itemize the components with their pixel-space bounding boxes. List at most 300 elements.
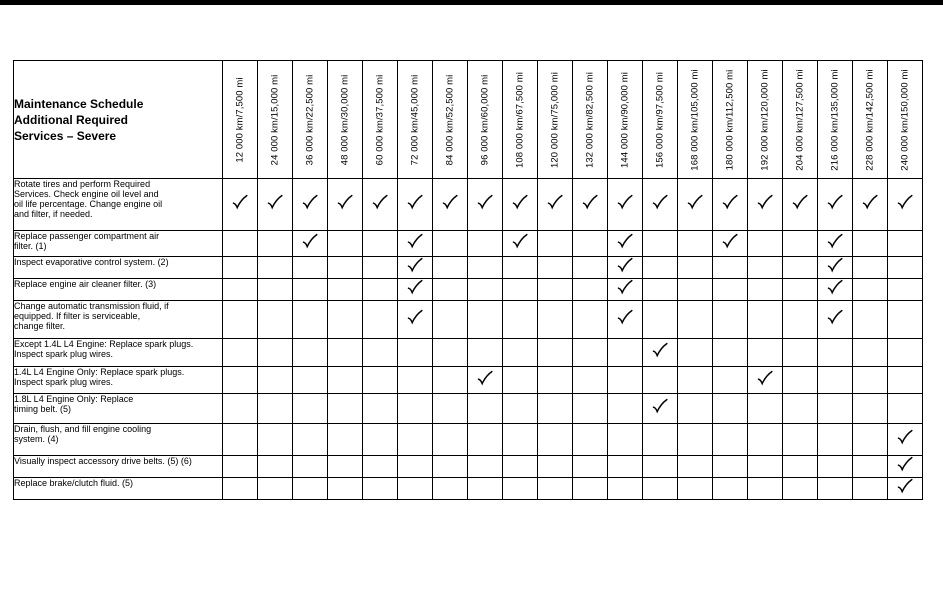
schedule-cell <box>888 478 923 500</box>
interval-label: 240 000 km/150,000 mi <box>899 68 911 171</box>
schedule-cell <box>328 279 363 301</box>
service-description <box>14 478 223 500</box>
schedule-cell <box>783 424 818 456</box>
schedule-cell <box>468 179 503 231</box>
checkmark-icon <box>897 456 913 472</box>
schedule-cell <box>293 257 328 279</box>
schedule-cell <box>713 257 748 279</box>
schedule-cell <box>573 456 608 478</box>
schedule-cell <box>503 478 538 500</box>
service-description-line: Visually inspect accessory drive belts. (5) (6) <box>14 456 192 466</box>
schedule-cell <box>363 339 398 367</box>
schedule-cell <box>223 179 258 231</box>
schedule-cell <box>433 279 468 301</box>
schedule-cell <box>468 279 503 301</box>
schedule-cell <box>433 301 468 339</box>
schedule-cell <box>783 394 818 424</box>
schedule-cell <box>503 339 538 367</box>
checkmark-icon <box>757 370 773 386</box>
interval-label: 192 000 km/120,000 mi <box>759 68 771 171</box>
schedule-cell <box>223 478 258 500</box>
interval-label: 36 000 km/22,500 mi <box>304 74 316 165</box>
checkmark-icon <box>652 398 668 414</box>
schedule-cell <box>538 279 573 301</box>
schedule-cell <box>293 279 328 301</box>
schedule-cell <box>608 424 643 456</box>
service-row <box>14 367 923 394</box>
schedule-cell <box>643 456 678 478</box>
service-row <box>14 231 923 257</box>
checkmark-icon <box>722 233 738 249</box>
schedule-cell <box>538 339 573 367</box>
schedule-cell <box>468 231 503 257</box>
checkmark-icon <box>512 194 528 210</box>
schedule-cell <box>643 367 678 394</box>
checkmark-icon <box>862 194 878 210</box>
service-row <box>14 478 923 500</box>
schedule-cell <box>783 179 818 231</box>
checkmark-icon <box>827 194 843 210</box>
service-description-line: Inspect spark plug wires. <box>14 349 114 359</box>
schedule-cell <box>608 231 643 257</box>
service-row <box>14 179 923 231</box>
schedule-cell <box>643 394 678 424</box>
schedule-cell <box>748 279 783 301</box>
service-description-line: Drain, flush, and fill engine cooling <box>14 424 152 434</box>
schedule-cell <box>363 301 398 339</box>
schedule-cell <box>258 231 293 257</box>
title-line: Services – Severe <box>14 128 117 143</box>
service-description-line: 1.8L L4 Engine Only: Replace <box>14 394 134 404</box>
schedule-cell <box>573 279 608 301</box>
schedule-cell <box>678 394 713 424</box>
schedule-cell <box>223 301 258 339</box>
checkmark-icon <box>337 194 353 210</box>
schedule-cell <box>643 279 678 301</box>
schedule-cell <box>503 179 538 231</box>
schedule-cell <box>258 456 293 478</box>
schedule-cell <box>328 301 363 339</box>
schedule-cell <box>713 301 748 339</box>
schedule-cell <box>678 179 713 231</box>
schedule-cell <box>643 478 678 500</box>
schedule-cell <box>328 424 363 456</box>
service-description-line: Replace brake/clutch fluid. (5) <box>14 478 134 488</box>
schedule-cell <box>818 478 853 500</box>
checkmark-icon <box>442 194 458 210</box>
schedule-cell <box>258 424 293 456</box>
schedule-cell <box>853 339 888 367</box>
interval-header <box>853 61 888 179</box>
service-row <box>14 424 923 456</box>
schedule-cell <box>328 257 363 279</box>
interval-label: 156 000 km/97,500 mi <box>654 71 666 168</box>
schedule-cell <box>678 456 713 478</box>
interval-label: 96 000 km/60,000 mi <box>479 74 491 165</box>
service-rows <box>14 179 923 500</box>
checkmark-icon <box>407 309 423 325</box>
header-row <box>14 61 923 179</box>
service-description-line: system. (4) <box>14 434 59 444</box>
schedule-cell <box>433 339 468 367</box>
schedule-cell <box>223 257 258 279</box>
schedule-cell <box>748 231 783 257</box>
checkmark-icon <box>547 194 563 210</box>
schedule-cell <box>503 279 538 301</box>
schedule-cell <box>748 424 783 456</box>
schedule-cell <box>223 424 258 456</box>
checkmark-icon <box>827 233 843 249</box>
schedule-cell <box>573 179 608 231</box>
schedule-cell <box>363 231 398 257</box>
interval-label: 108 000 km/67,500 mi <box>514 71 526 168</box>
schedule-cell <box>713 456 748 478</box>
checkmark-icon <box>827 279 843 295</box>
schedule-cell <box>433 424 468 456</box>
service-description-line: Services. Check engine oil level and <box>14 189 159 199</box>
schedule-cell <box>468 394 503 424</box>
schedule-cell <box>363 367 398 394</box>
schedule-cell <box>468 456 503 478</box>
service-description <box>14 301 223 339</box>
interval-header <box>818 61 853 179</box>
schedule-cell <box>818 367 853 394</box>
service-row <box>14 257 923 279</box>
interval-label: 48 000 km/30,000 mi <box>339 74 351 165</box>
checkmark-icon <box>757 194 773 210</box>
schedule-cell <box>503 367 538 394</box>
schedule-cell <box>223 279 258 301</box>
schedule-cell <box>258 301 293 339</box>
checkmark-icon <box>897 194 913 210</box>
schedule-cell <box>258 257 293 279</box>
schedule-cell <box>398 339 433 367</box>
schedule-cell <box>853 394 888 424</box>
schedule-cell <box>328 231 363 257</box>
top-rule <box>0 0 943 5</box>
schedule-cell <box>503 231 538 257</box>
service-description-line: change filter. <box>14 321 66 331</box>
schedule-cell <box>748 478 783 500</box>
service-description-line: filter. (1) <box>14 241 47 251</box>
schedule-cell <box>468 478 503 500</box>
schedule-cell <box>328 456 363 478</box>
service-description <box>14 424 223 456</box>
schedule-cell <box>433 394 468 424</box>
schedule-cell <box>608 257 643 279</box>
schedule-cell <box>608 339 643 367</box>
service-description-line: Rotate tires and perform Required <box>14 179 151 189</box>
schedule-cell <box>783 231 818 257</box>
interval-header <box>678 61 713 179</box>
service-description-line: 1.4L L4 Engine Only: Replace spark plugs. <box>14 367 185 377</box>
checkmark-icon <box>617 279 633 295</box>
schedule-cell <box>538 394 573 424</box>
schedule-cell <box>433 367 468 394</box>
schedule-cell <box>678 257 713 279</box>
service-row <box>14 279 923 301</box>
schedule-cell <box>888 301 923 339</box>
schedule-cell <box>468 257 503 279</box>
interval-header <box>713 61 748 179</box>
schedule-cell <box>643 301 678 339</box>
schedule-cell <box>818 231 853 257</box>
schedule-cell <box>888 179 923 231</box>
schedule-cell <box>573 394 608 424</box>
schedule-cell <box>468 339 503 367</box>
checkmark-icon <box>407 279 423 295</box>
schedule-cell <box>293 367 328 394</box>
service-description <box>14 339 223 367</box>
schedule-cell <box>888 456 923 478</box>
interval-header <box>293 61 328 179</box>
schedule-cell <box>888 424 923 456</box>
checkmark-icon <box>582 194 598 210</box>
schedule-cell <box>678 478 713 500</box>
schedule-cell <box>538 478 573 500</box>
schedule-cell <box>818 394 853 424</box>
schedule-cell <box>398 478 433 500</box>
schedule-cell <box>748 339 783 367</box>
schedule-cell <box>573 424 608 456</box>
schedule-cell <box>713 339 748 367</box>
schedule-cell <box>643 424 678 456</box>
service-description-line: and filter, if needed. <box>14 209 93 219</box>
schedule-cell <box>258 179 293 231</box>
schedule-cell <box>398 456 433 478</box>
schedule-cell <box>363 279 398 301</box>
schedule-cell <box>258 279 293 301</box>
schedule-cell <box>328 179 363 231</box>
schedule-cell <box>748 394 783 424</box>
checkmark-icon <box>722 194 738 210</box>
schedule-cell <box>678 231 713 257</box>
interval-label: 60 000 km/37,500 mi <box>374 74 386 165</box>
schedule-cell <box>398 257 433 279</box>
schedule-cell <box>713 478 748 500</box>
checkmark-icon <box>477 194 493 210</box>
interval-header <box>363 61 398 179</box>
checkmark-icon <box>617 309 633 325</box>
checkmark-icon <box>792 194 808 210</box>
schedule-cell <box>853 367 888 394</box>
checkmark-icon <box>652 342 668 358</box>
schedule-cell <box>643 257 678 279</box>
service-description-line: Except 1.4L L4 Engine: Replace spark plugs. <box>14 339 194 349</box>
service-description-line: timing belt. (5) <box>14 404 72 414</box>
interval-label: 84 000 km/52,500 mi <box>444 74 456 165</box>
schedule-cell <box>258 394 293 424</box>
schedule-cell <box>398 231 433 257</box>
schedule-cell <box>223 394 258 424</box>
schedule-cell <box>433 257 468 279</box>
schedule-cell <box>573 367 608 394</box>
schedule-cell <box>433 456 468 478</box>
checkmark-icon <box>407 233 423 249</box>
schedule-cell <box>853 179 888 231</box>
schedule-cell <box>608 279 643 301</box>
checkmark-icon <box>372 194 388 210</box>
schedule-cell <box>853 279 888 301</box>
schedule-cell <box>818 257 853 279</box>
checkmark-icon <box>302 194 318 210</box>
schedule-cell <box>678 339 713 367</box>
checkmark-icon <box>617 194 633 210</box>
service-description-line: Inspect spark plug wires. <box>14 377 114 387</box>
schedule-cell <box>398 279 433 301</box>
schedule-cell <box>223 231 258 257</box>
schedule-cell <box>363 257 398 279</box>
schedule-cell <box>293 424 328 456</box>
schedule-cell <box>433 231 468 257</box>
service-description <box>14 456 223 478</box>
schedule-cell <box>818 279 853 301</box>
service-row <box>14 301 923 339</box>
schedule-cell <box>608 394 643 424</box>
schedule-cell <box>398 394 433 424</box>
schedule-cell <box>363 179 398 231</box>
schedule-cell <box>713 367 748 394</box>
schedule-cell <box>328 339 363 367</box>
schedule-cell <box>853 257 888 279</box>
checkmark-icon <box>827 257 843 273</box>
title-line: Additional Required <box>14 112 128 127</box>
service-description <box>14 257 223 279</box>
interval-header <box>433 61 468 179</box>
schedule-cell <box>853 478 888 500</box>
schedule-cell <box>678 424 713 456</box>
interval-header <box>328 61 363 179</box>
title-line: Maintenance Schedule <box>14 96 144 111</box>
interval-header <box>748 61 783 179</box>
interval-header <box>223 61 258 179</box>
interval-label: 72 000 km/45,000 mi <box>409 74 421 165</box>
interval-header <box>468 61 503 179</box>
schedule-cell <box>818 179 853 231</box>
schedule-cell <box>573 339 608 367</box>
schedule-cell <box>888 231 923 257</box>
checkmark-icon <box>687 194 703 210</box>
checkmark-icon <box>232 194 248 210</box>
schedule-cell <box>853 231 888 257</box>
schedule-cell <box>713 279 748 301</box>
schedule-cell <box>538 424 573 456</box>
schedule-cell <box>783 257 818 279</box>
schedule-cell <box>888 339 923 367</box>
schedule-cell <box>818 339 853 367</box>
interval-label: 12 000 km/7,500 mi <box>234 76 246 163</box>
checkmark-icon <box>302 233 318 249</box>
schedule-cell <box>853 301 888 339</box>
service-row <box>14 339 923 367</box>
interval-label: 180 000 km/112,500 mi <box>724 69 736 170</box>
schedule-cell <box>433 478 468 500</box>
checkmark-icon <box>267 194 283 210</box>
schedule-cell <box>818 456 853 478</box>
schedule-cell <box>293 394 328 424</box>
schedule-cell <box>293 179 328 231</box>
checkmark-icon <box>477 370 493 386</box>
schedule-cell <box>293 231 328 257</box>
schedule-cell <box>783 478 818 500</box>
schedule-cell <box>678 279 713 301</box>
schedule-cell <box>888 257 923 279</box>
schedule-cell <box>398 179 433 231</box>
schedule-cell <box>538 367 573 394</box>
schedule-cell <box>748 257 783 279</box>
schedule-cell <box>468 424 503 456</box>
table-title <box>14 61 223 179</box>
schedule-cell <box>888 279 923 301</box>
schedule-cell <box>398 301 433 339</box>
checkmark-icon <box>407 194 423 210</box>
interval-header <box>503 61 538 179</box>
service-description-line: Change automatic transmission fluid, if <box>14 301 169 311</box>
schedule-cell <box>573 231 608 257</box>
service-row <box>14 456 923 478</box>
schedule-cell <box>608 456 643 478</box>
service-description <box>14 231 223 257</box>
schedule-cell <box>503 424 538 456</box>
schedule-cell <box>503 456 538 478</box>
checkmark-icon <box>617 257 633 273</box>
schedule-cell <box>363 394 398 424</box>
interval-header <box>608 61 643 179</box>
schedule-cell <box>468 367 503 394</box>
service-row <box>14 394 923 424</box>
interval-label: 228 000 km/142,500 mi <box>864 68 876 171</box>
schedule-cell <box>328 478 363 500</box>
checkmark-icon <box>652 194 668 210</box>
schedule-cell <box>223 456 258 478</box>
checkmark-icon <box>897 429 913 445</box>
interval-header <box>888 61 923 179</box>
schedule-cell <box>713 179 748 231</box>
service-description <box>14 367 223 394</box>
schedule-cell <box>818 301 853 339</box>
interval-label: 24 000 km/15,000 mi <box>269 74 281 165</box>
checkmark-icon <box>617 233 633 249</box>
schedule-cell <box>503 394 538 424</box>
schedule-cell <box>258 339 293 367</box>
schedule-cell <box>363 478 398 500</box>
interval-label: 120 000 km/75,000 mi <box>549 71 561 168</box>
checkmark-icon <box>827 309 843 325</box>
interval-label: 132 000 km/82,500 mi <box>584 71 596 168</box>
schedule-cell <box>608 301 643 339</box>
schedule-cell <box>888 394 923 424</box>
schedule-cell <box>748 367 783 394</box>
schedule-cell <box>713 231 748 257</box>
schedule-cell <box>538 301 573 339</box>
schedule-cell <box>538 456 573 478</box>
schedule-cell <box>293 339 328 367</box>
interval-header <box>398 61 433 179</box>
schedule-cell <box>398 424 433 456</box>
schedule-cell <box>223 367 258 394</box>
schedule-cell <box>328 394 363 424</box>
interval-label: 216 000 km/135,000 mi <box>829 68 841 171</box>
schedule-cell <box>678 301 713 339</box>
schedule-cell <box>363 424 398 456</box>
schedule-cell <box>293 478 328 500</box>
service-description <box>14 279 223 301</box>
schedule-cell <box>258 367 293 394</box>
checkmark-icon <box>512 233 528 249</box>
schedule-cell <box>818 424 853 456</box>
schedule-cell <box>643 339 678 367</box>
schedule-cell <box>643 231 678 257</box>
